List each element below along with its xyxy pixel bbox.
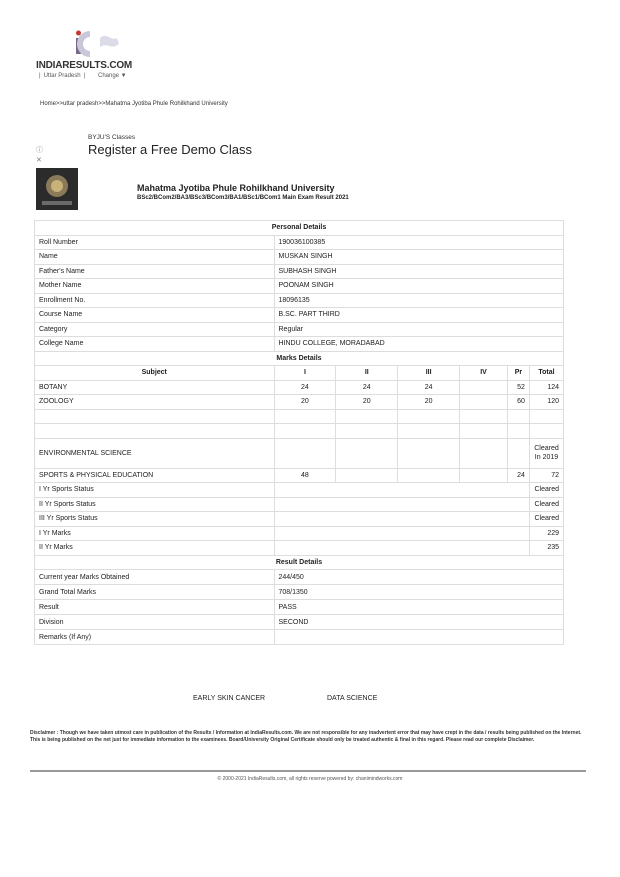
footer-copyright: © 2000-2021 IndiaResults.com, all rights reserve powered by: chanimindworks.com	[217, 776, 403, 782]
table-row: Remarks (If Any)	[35, 630, 564, 645]
disclaimer-text: Disclaimer : Though we have taken utmost care in publication of the Results / Information at IndiaResults.com. We are not responsible for any inadvertent error that may have crept in the data / results being published on the Internet. This is being published on the net just for immediate information to the examinees. Board/University Original Certificate should only be treated authentic & final in this regard. Please read our complete Disclaimer.	[30, 730, 582, 743]
table-row: ZOOLOGY 20 20 20 60 120	[35, 395, 564, 410]
university-name: Mahatma Jyotiba Phule Rohilkhand University	[137, 183, 335, 193]
mother-name: POONAM SINGH	[274, 279, 564, 294]
roll-number: 190036100385	[274, 235, 564, 250]
table-row: Name MUSKAN SINGH	[35, 250, 564, 265]
table-row: Category Regular	[35, 322, 564, 337]
link-early-skin-cancer[interactable]: EARLY SKIN CANCER	[193, 695, 266, 702]
university-logo-icon	[36, 168, 78, 210]
result-table	[34, 220, 564, 645]
table-row: SPORTS & PHYSICAL EDUCATION 48 24 72	[35, 468, 564, 483]
link-data-science[interactable]: DATA SCIENCE	[327, 695, 378, 702]
breadcrumb[interactable]: Home>>uttar pradesh>>Mahatma Jyotiba Phule Rohilkhand University	[40, 101, 228, 107]
student-name: MUSKAN SINGH	[274, 250, 564, 265]
table-row: BOTANY 24 24 24 52 124	[35, 380, 564, 395]
table-row: Roll Number 190036100385	[35, 235, 564, 250]
table-row: Grand Total Marks 708/1350	[35, 585, 564, 600]
personal-details-heading: Personal Details	[35, 221, 564, 236]
table-row: Current year Marks Obtained 244/450	[35, 570, 564, 585]
table-row: I Yr Sports Status Cleared	[35, 483, 564, 498]
table-row: Division SECOND	[35, 615, 564, 630]
result-details-heading: Result Details	[35, 555, 564, 570]
college-name: HINDU COLLEGE, MORADABAD	[274, 337, 564, 352]
empty-row	[35, 409, 564, 424]
indiaresults-logo-icon	[70, 30, 125, 58]
divider	[30, 770, 586, 772]
table-row: Course Name B.SC. PART THIRD	[35, 308, 564, 323]
table-row: Result PASS	[35, 600, 564, 615]
table-row: III Yr Sports Status Cleared	[35, 512, 564, 527]
course-name: B.SC. PART THIRD	[274, 308, 564, 323]
ad-title[interactable]: Register a Free Demo Class	[88, 142, 252, 157]
category: Regular	[274, 322, 564, 337]
current-year-marks: 244/450	[274, 570, 564, 585]
division-value: SECOND	[274, 615, 564, 630]
change-state-link[interactable]: Change ▼	[98, 73, 127, 79]
close-icon[interactable]: ✕	[36, 157, 42, 164]
table-row: Father's Name SUBHASH SINGH	[35, 264, 564, 279]
result-value: PASS	[274, 600, 564, 615]
enrollment-no: 18096135	[274, 293, 564, 308]
marks-details-heading: Marks Details	[35, 351, 564, 366]
table-row: II Yr Marks 235	[35, 541, 564, 556]
table-row: College Name HINDU COLLEGE, MORADABAD	[35, 337, 564, 352]
exam-name: BSc2/BCom2/BA3/BSc3/BCom3/BA1/BSc1/BCom1 Main Exam Result 2021	[137, 195, 349, 201]
environmental-status: Cleared In 2019	[529, 438, 563, 468]
state-label: | Uttar Pradesh |	[39, 73, 86, 79]
remarks-value	[274, 630, 564, 645]
grand-total-marks: 708/1350	[274, 585, 564, 600]
marks-header-row: Subject I II III IV Pr Total	[35, 366, 564, 381]
table-row: Mother Name POONAM SINGH	[35, 279, 564, 294]
table-row: Enrollment No. 18096135	[35, 293, 564, 308]
table-row: I Yr Marks 229	[35, 526, 564, 541]
ad-controls	[36, 146, 43, 166]
table-row: II Yr Sports Status Cleared	[35, 497, 564, 512]
father-name: SUBHASH SINGH	[274, 264, 564, 279]
ad-sponsor: BYJU'S Classes	[88, 134, 136, 141]
empty-row	[35, 424, 564, 439]
site-logo-text[interactable]: INDIARESULTS.COM	[36, 60, 133, 71]
table-row: ENVIRONMENTAL SCIENCE Cleared In 2019	[35, 438, 564, 468]
info-icon[interactable]: ⓘ	[36, 147, 43, 154]
